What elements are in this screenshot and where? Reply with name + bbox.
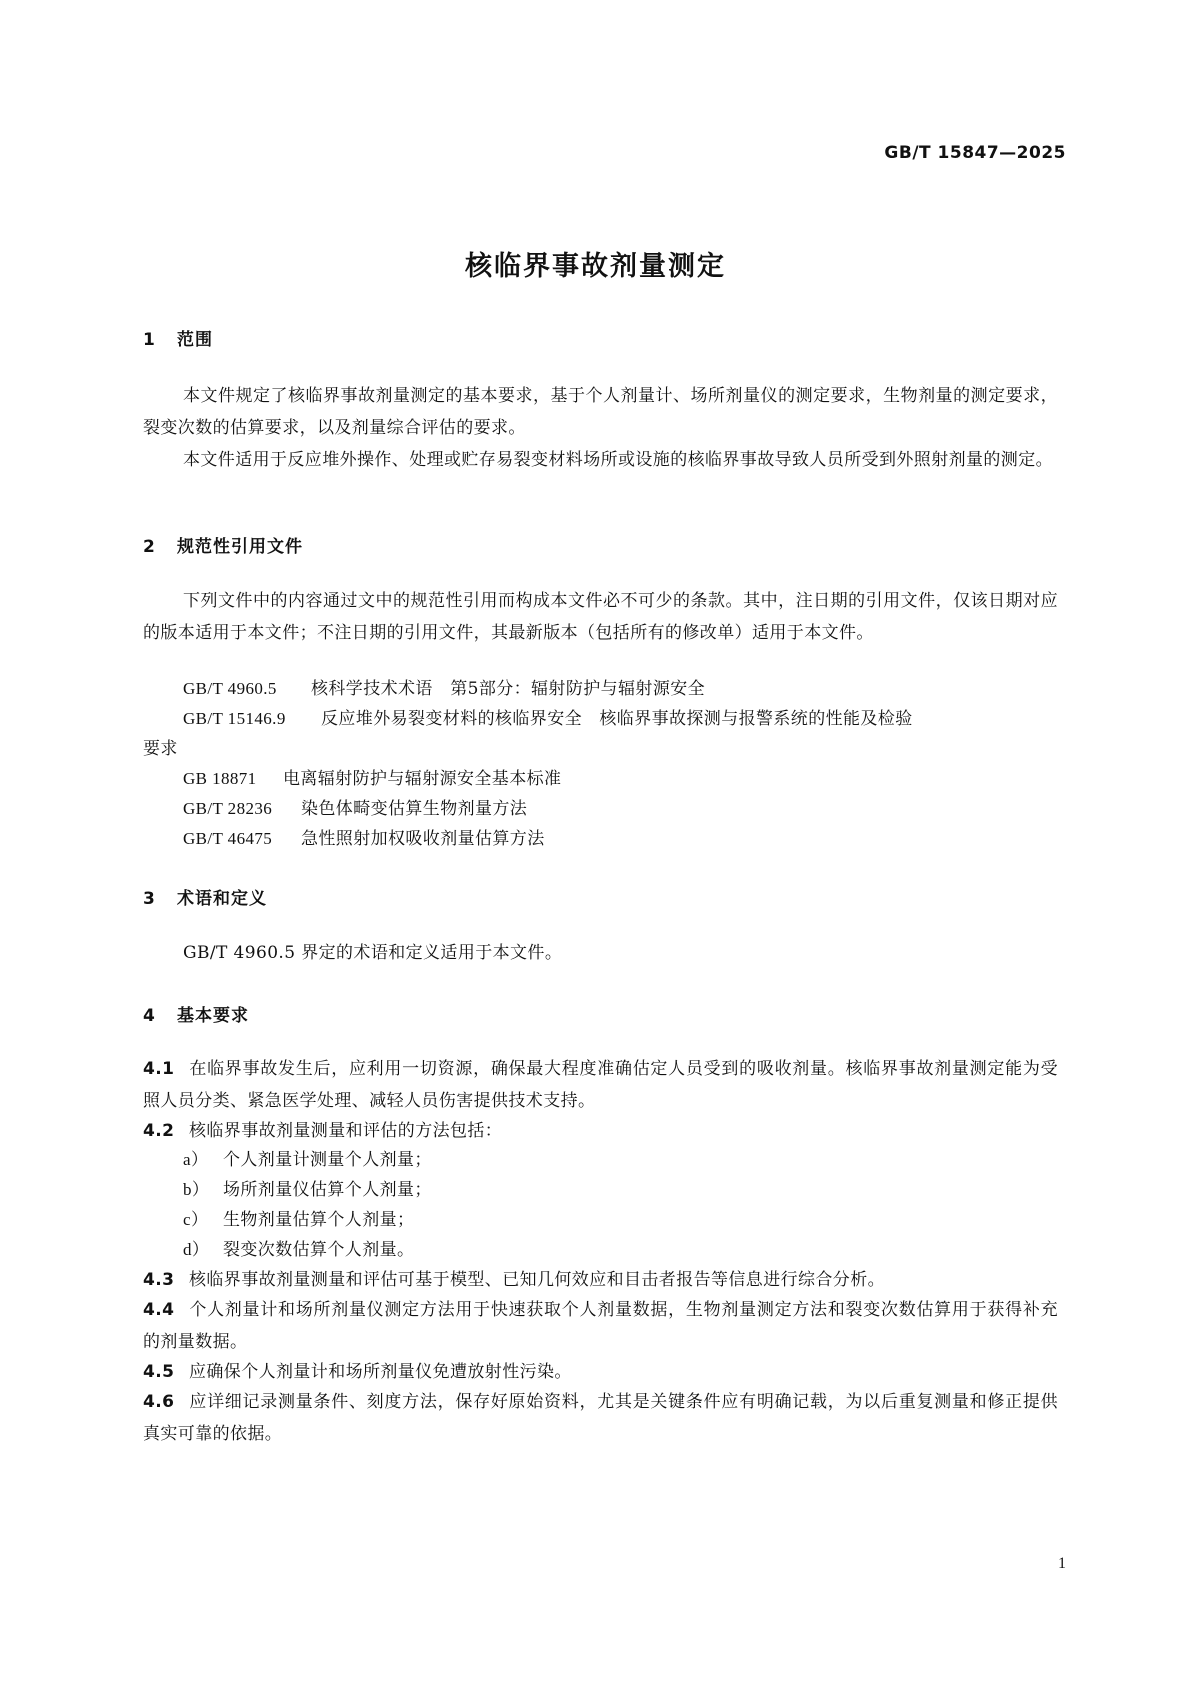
clause-text: 核临界事故剂量测量和评估可基于模型、已知几何效应和目击者报告等信息进行综合分析。 [189, 1270, 885, 1290]
clause-4-1 [143, 1053, 1058, 1117]
clause-4-2 [143, 1115, 1058, 1147]
section-1-paragraph-2: 本文件适用于反应堆外操作、处理或贮存易裂变材料场所或设施的核临界事故导致人员所受到外照射剂量的测定。 [183, 450, 1053, 470]
clause-4-6 [143, 1386, 1058, 1450]
clause-number: 4.3 [143, 1270, 175, 1290]
document-title: 核临界事故剂量测定 [465, 251, 726, 282]
reference-continuation: 要求 [143, 739, 178, 759]
section-title: 基本要求 [177, 1006, 249, 1026]
list-text: 个人剂量计测量个人剂量； [223, 1150, 432, 1170]
section-number: 2 [143, 537, 156, 557]
list-text: 生物剂量估算个人剂量； [223, 1210, 415, 1230]
list-marker: d） [183, 1240, 210, 1259]
standard-code: GB/T 15847—2025 [884, 143, 1066, 163]
reference-title: 反应堆外易裂变材料的核临界安全 核临界事故探测与报警系统的性能及检验 [321, 709, 913, 729]
clause-number: 4.2 [143, 1121, 175, 1141]
clause-4-5 [143, 1356, 1058, 1388]
section-title: 规范性引用文件 [177, 537, 303, 557]
section-2-paragraph-1: 下列文件中的内容通过文中的规范性引用而构成本文件必不可少的条款。其中，注日期的引用文件，仅该日期对应的版本适用于本文件；不注日期的引用文件，其最新版本（包括所有的修改单）适用于本文件。 [143, 591, 1058, 643]
reference-code: GB/T 4960.5 [183, 679, 277, 698]
clause-number: 4.4 [143, 1300, 175, 1320]
reference-item [183, 793, 527, 825]
reference-code: GB/T 28236 [183, 799, 273, 818]
list-marker: b） [183, 1180, 210, 1199]
clause-number: 4.5 [143, 1362, 175, 1382]
reference-code: GB/T 46475 [183, 829, 273, 848]
reference-title: 电离辐射防护与辐射源安全基本标准 [283, 769, 562, 789]
list-item [183, 1144, 432, 1176]
section-2-heading [143, 532, 303, 557]
clause-text: 在临界事故发生后，应利用一切资源，确保最大程度准确估定人员受到的吸收剂量。核临界事故剂量测定能为受照人员分类、紧急医学处理、减轻人员伤害提供技术支持。 [143, 1059, 1058, 1111]
list-marker: c） [183, 1210, 209, 1229]
list-text: 裂变次数估算个人剂量。 [223, 1240, 415, 1260]
section-title: 术语和定义 [177, 889, 267, 909]
list-item [183, 1234, 414, 1266]
clause-4-3 [143, 1264, 1058, 1296]
page-number: 1 [1058, 1555, 1066, 1572]
section-number: 1 [143, 330, 156, 350]
clause-number: 4.6 [143, 1392, 175, 1412]
reference-item [183, 703, 913, 735]
reference-title: 染色体畸变估算生物剂量方法 [301, 799, 528, 819]
section-3-heading [143, 884, 267, 909]
clause-4-4 [143, 1294, 1058, 1358]
section-3-paragraph-1: GB/T 4960.5 界定的术语和定义适用于本文件。 [183, 943, 563, 963]
clause-text: 个人剂量计和场所剂量仪测定方法用于快速获取个人剂量数据，生物剂量测定方法和裂变次数估算用于获得补充的剂量数据。 [143, 1300, 1058, 1352]
section-number: 3 [143, 889, 156, 909]
reference-item [183, 673, 705, 705]
clause-text: 应确保个人剂量计和场所剂量仪免遭放射性污染。 [189, 1362, 572, 1382]
list-text: 场所剂量仪估算个人剂量； [223, 1180, 432, 1200]
clause-text: 核临界事故剂量测量和评估的方法包括： [189, 1121, 503, 1141]
list-item [183, 1174, 432, 1206]
reference-item [183, 763, 561, 795]
section-1-paragraph-1: 本文件规定了核临界事故剂量测定的基本要求，基于个人剂量计、场所剂量仪的测定要求，生物剂量的测定要求，裂变次数的估算要求，以及剂量综合评估的要求。 [143, 386, 1058, 438]
list-marker: a） [183, 1150, 209, 1169]
clause-number: 4.1 [143, 1059, 175, 1079]
reference-title: 核科学技术术语 第5部分：辐射防护与辐射源安全 [311, 679, 706, 699]
clause-text: 应详细记录测量条件、刻度方法，保存好原始资料，尤其是关键条件应有明确记载，为以后重复测量和修正提供真实可靠的依据。 [143, 1392, 1058, 1444]
reference-code: GB 18871 [183, 769, 257, 788]
section-title: 范围 [177, 330, 213, 350]
reference-title: 急性照射加权吸收剂量估算方法 [301, 829, 545, 849]
section-4-heading [143, 1001, 249, 1026]
reference-code: GB/T 15146.9 [183, 709, 286, 728]
reference-item [183, 823, 545, 855]
section-number: 4 [143, 1006, 156, 1026]
section-1-heading [143, 325, 213, 350]
list-item [183, 1204, 414, 1236]
